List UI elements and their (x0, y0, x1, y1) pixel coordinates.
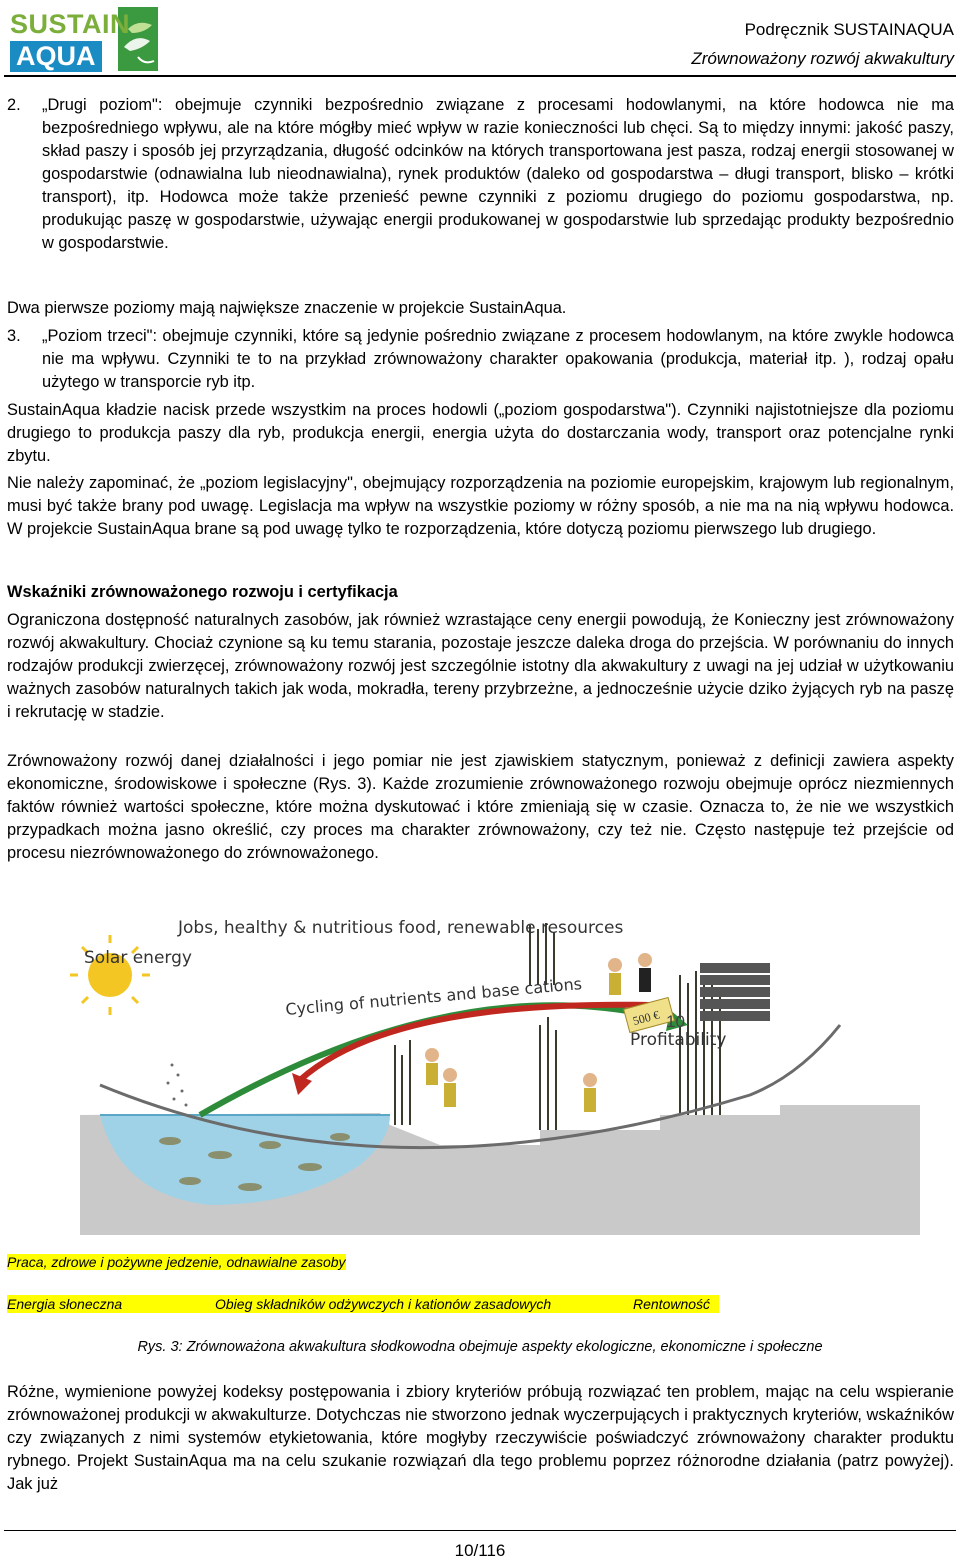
list-text: „Drugi poziom": obejmuje czynniki bezpośrednio związane z procesami hodowlanymi, na które hodowca nie ma bezpośredniego wpływu, ale na które mógłby mieć wpływ w razie konieczności lub chęci. Są to między innymi: jakość paszy, skład paszy i sposób jej przyrządzania, długość odcinków na których transportowana jest pasza, rodzaj energii stosowanej w gospodarstwie (odnawialna lub nieodnawialna), rynek produktów (daleko od gospodarstwa – długi transport, blisko – krótki transport), itp. Hodowca może także przenieść pewne czynniki z poziomu drugiego do poziomu gospodarstwa, np. produkując paszę w gospodarstwie, używając energii produkowanej w gospodarstwie lub sprzedając produkty bezpośrednio w gospodarstwie. (42, 96, 954, 252)
section-heading: Wskaźniki zrównoważonego rozwoju i certyfikacja (7, 583, 398, 601)
list-item-level-3 (7, 325, 954, 394)
label-solar: Solar energy (84, 948, 192, 968)
label-profitability: Profitability (630, 1030, 727, 1050)
document-subtitle: Zrównoważony rozwój akwakultury (691, 49, 954, 68)
sustainaqua-logo (6, 5, 156, 73)
list-number: 2. (7, 96, 21, 114)
coin-number: 10 (666, 1012, 685, 1031)
footer-divider (4, 1530, 956, 1531)
paragraph-legislation: Nie należy zapominać, że „poziom legislacyjny", obejmujący rozporządzenia na poziomie europejskim, krajowym lub regionalnym, musi być także brany pod uwagę. Legislacja ma wpływ na wszystkie poziomy w różny sposób, a nie ma na nią wpływu hodowca. W projekcie SustainAqua brane są pod uwagę tylko te rozporządzenia, które dotyczą poziomu pierwszego lub drugiego. (7, 474, 954, 538)
logo-text-aqua: AQUA (10, 41, 102, 72)
figure-caption: Rys. 3: Zrównoważona akwakultura słodkowodna obejmuje aspekty ekologiczne, ekonomiczne i społeczne (137, 1339, 823, 1355)
paragraph-levels: Dwa pierwsze poziomy mają największe znaczenie w projekcie SustainAqua. (7, 299, 567, 317)
sustainability-figure (60, 905, 920, 1235)
label-cycling: Cycling of nutrients and base cations (284, 974, 583, 1019)
label-jobs: Jobs, healthy & nutritious food, renewable resources (178, 918, 624, 938)
list-item-level-2 (7, 94, 954, 255)
translation-row (7, 1295, 719, 1313)
page-number: 10/116 (454, 1541, 506, 1560)
document-title: Podręcznik SUSTAINAQUA (744, 20, 954, 39)
paragraph-resources: Ograniczona dostępność naturalnych zasobów, jak również wzrastające ceny energii powodują, że Konieczny jest zrównoważony rozwój akwakultury. Chociaż czynione są ku temu starania, pozostaje jeszcze daleka droga do przejścia. W porównaniu do innych rodzajów produkcji zwierzęcej, zrównoważony rozwój jest szczególnie istotny dla akwakultury z uwagi na jej udział w użytkowaniu ważnych zasobów naturalnych takich jak woda, mokradła, tereny przybrzeżne, a jednocześnie użycie dziko żyjących ryb na paszę i rekrutację w stadzie. (7, 611, 954, 721)
translation-solar: Energia słoneczna (7, 1296, 123, 1312)
sun-icon (70, 935, 150, 1015)
translation-cycling: Obieg składników odżywczych i kationów zasadowych (215, 1296, 552, 1312)
translation-jobs-line (7, 1253, 346, 1271)
paragraph-codes: Różne, wymienione powyżej kodeksy postępowania i zbiory kryteriów próbują rozwiązać ten problem, mając na celu wspieranie zrównoważonej produkcji w akwakulturze. Dotychczas nie stworzono jednak wyczerpujących i praktycznych kryteriów, wskaźników czy związanych z nimi systemów etykietowania, które mogłyby rzeczywiście poświadczyć zrównoważony charakter produktu rybnego. Projekt SustainAqua ma na celu szukanie rozwiązań dla tego problemu poprzez różnorodne działania (patrz powyżej). Jak już (7, 1383, 954, 1493)
header-divider (4, 75, 956, 77)
list-text: „Poziom trzeci": obejmuje czynniki, które są jedynie pośrednio związane z procesem hodowlanym, na które zwykle hodowca nie ma wpływu. Czynniki te to na przykład zrównoważony charakter opakowania (produkcja, materiał itp. ), rodzaj opału użytego w transporcie ryb itp. (42, 327, 954, 391)
coin-text: 500 € (631, 1007, 661, 1029)
page-header (0, 0, 960, 82)
translation-jobs: Praca, zdrowe i pożywne jedzenie, odnawialne zasoby (7, 1254, 346, 1270)
translation-profit: Rentowność (633, 1296, 711, 1312)
list-number: 3. (7, 327, 21, 345)
paragraph-dynamic: Zrównoważony rozwój danej działalności i jego pomiar nie jest zjawiskiem statycznym, ponieważ z definicji zawiera aspekty ekonomiczne, środowiskowe i społeczne (Rys. 3). Każde zrozumienie zrównoważonego rozwoju obejmuje oprócz niezmiennych faktów również wartości społeczne, które można dyskutować i które zmieniają się w czasie. Oznacza to, że nie we wszystkich przypadkach można jasno określić, czy proces ma charakter zrównoważony, czy też nie. Często następuje też przejście od procesu niezrównoważonego do zrównoważonego. (7, 752, 954, 862)
logo-text-sustain: SUSTAIN (10, 9, 131, 39)
feed-dots (167, 1064, 188, 1107)
paragraph-focus: SustainAqua kładzie nacisk przede wszystkim na proces hodowli („poziom gospodarstwa"). Czynniki najistotniejsze dla poziomu drugiego to produkcja paszy dla ryb, produkcja energii, energia użyta do dostarczania wody, transport oraz potencjalne rynki zbytu. (7, 401, 954, 465)
